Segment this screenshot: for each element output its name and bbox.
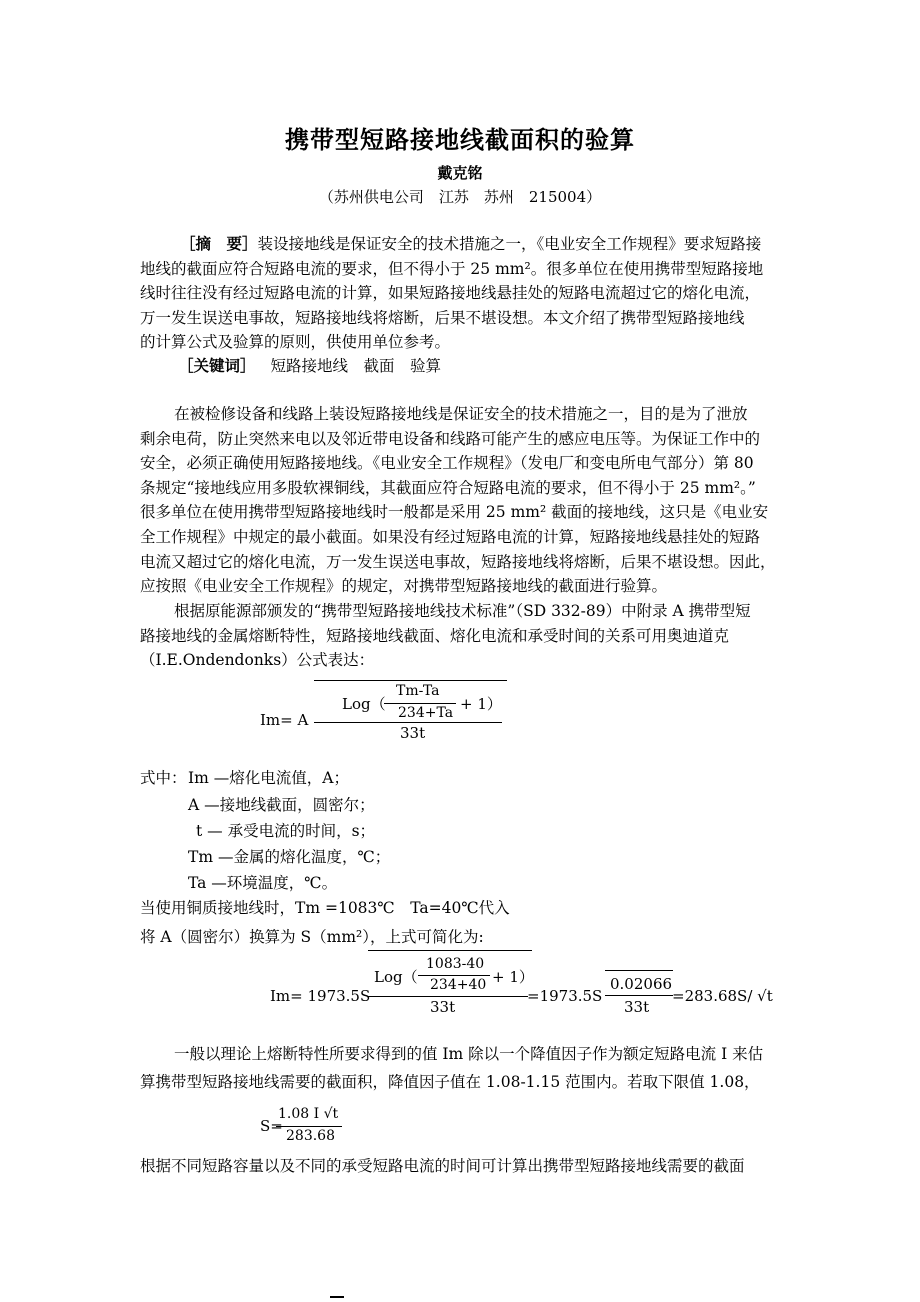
- abstract-line: 地线的截面应符合短路电流的要求，但不得小于 25 mm²。很多单位在使用携带型短路接地: [140, 259, 764, 278]
- definition-item: Im —熔化电流值，A；: [188, 769, 349, 787]
- text-line: 很多单位在使用携带型短路接地线时一般都是采用 25 mm² 截面的接地线，这只是《电业安: [140, 503, 769, 522]
- inner-numerator: 1083-40: [426, 956, 485, 972]
- radical-bar: [314, 680, 507, 681]
- text-line: 条规定“接地线应用多股软裸铜线，其截面应符合短路电流的要求，但不得小于 25 mm²。”: [140, 478, 756, 497]
- convert-line: 将 A（圆密尔）换算为 S（mm²），上式可简化为:: [140, 928, 484, 946]
- page-title: 携带型短路接地线截面积的验算: [285, 125, 635, 154]
- abstract-line: 线时往往没有经过短路电流的计算，如果短路接地线悬挂处的短路电流超过它的熔化电流，: [140, 284, 761, 303]
- fraction-line: [276, 1126, 342, 1127]
- inner-fraction-line: [418, 975, 490, 976]
- log-label: Log（: [374, 968, 418, 986]
- text-line: 电流又超过它的熔化电流，万一发生误送电事故，短路接地线将熔断，后果不堪设想。因此，: [140, 552, 776, 571]
- inner-denominator: 234+Ta: [398, 705, 454, 721]
- author: 戴克铭: [437, 164, 483, 182]
- paragraph-2: [140, 599, 785, 673]
- plus-one: + 1）: [460, 695, 502, 713]
- inner-numerator: Tm-Ta: [396, 683, 440, 699]
- formula-lhs: S=: [260, 1117, 283, 1135]
- formula-result: =283.68S/ √t: [672, 987, 773, 1005]
- inner-denominator: 234+40: [430, 977, 487, 993]
- radical-bar: [368, 950, 532, 951]
- main-denominator: 33t: [400, 724, 426, 742]
- copper-line: 当使用铜质接地线时，Tm =1083℃ Ta=40℃代入: [140, 899, 510, 917]
- text-line: 安全，必须正确使用短路接地线。《电业安全工作规程》（发电厂和变电所电气部分）第 80: [140, 454, 754, 473]
- affiliation: （苏州供电公司 江苏 苏州 215004）: [318, 188, 602, 206]
- formula-lhs: Im= A: [260, 711, 309, 729]
- paragraph-1: [140, 402, 785, 599]
- page-number-dash: [330, 1296, 344, 1298]
- paragraph-3: [140, 1040, 785, 1096]
- keywords: [178, 354, 441, 376]
- plus-one: + 1）: [492, 968, 534, 986]
- definition-item: Tm —金属的熔化温度，℃；: [188, 848, 391, 866]
- definition-item: Ta —环境温度，℃。: [188, 874, 338, 892]
- keywords-text: 短路接地线 截面 验算: [270, 357, 441, 375]
- formula-lhs: Im= 1973.5S: [270, 987, 371, 1005]
- text-line: （I.E.Ondendonks）公式表达：: [140, 651, 375, 670]
- text-line: 根据原能源部颁发的“携带型短路接地线技术标准”（SD 332-89）中附录 A 携带型短: [174, 602, 751, 620]
- radical-bar-2: [605, 970, 673, 971]
- text-line: 路接地线的金属熔断特性，短路接地线截面、熔化电流和承受时间的关系可用奥迪道克: [140, 626, 730, 645]
- text-line: 剩余电荷，防止突然来电以及邻近带电设备和线路可能产生的感应电压等。为保证工作中的: [140, 429, 761, 448]
- fraction-2-numerator: 0.02066: [610, 975, 673, 993]
- definition-item: A —接地线截面，圆密尔；: [188, 796, 375, 814]
- log-label: Log（: [342, 695, 386, 713]
- main-denominator: 33t: [430, 998, 456, 1016]
- numerator: 1.08 I √t: [278, 1106, 339, 1122]
- abstract-label: ［摘 要］: [180, 234, 258, 253]
- inner-fraction-line: [384, 703, 456, 704]
- main-fraction-line: [368, 996, 528, 997]
- abstract-line: 的计算公式及验算的原则，供使用单位参考。: [140, 333, 451, 352]
- text-line: 在被检修设备和线路上装设短路接地线是保证安全的技术措施之一，目的是为了泄放: [174, 405, 748, 423]
- main-fraction-line: [314, 722, 502, 723]
- text-line: 一般以理论上熔断特性所要求得到的值 Im 除以一个降值因子作为额定短路电流 I 来估: [174, 1045, 764, 1063]
- fraction-2-denominator: 33t: [624, 998, 650, 1016]
- text-line: 应按照《电业安全工作规程》的规定，对携带型短路接地线的截面进行验算。: [140, 577, 668, 596]
- definition-item: t — 承受电流的时间，s；: [196, 822, 376, 840]
- keywords-label: ［关键词］: [178, 356, 256, 375]
- abstract: [140, 232, 785, 355]
- denominator: 283.68: [286, 1128, 335, 1144]
- last-line: 根据不同短路容量以及不同的承受短路电流的时间可计算出携带型短路接地线需要的截面: [140, 1157, 745, 1175]
- equals-mid: =1973.5S: [527, 987, 603, 1005]
- text-line: 全工作规程》中规定的最小截面。如果没有经过短路电流的计算，短路接地线悬挂处的短路: [140, 527, 761, 546]
- abstract-line: ［摘 要］装设接地线是保证安全的技术措施之一，《电业安全工作规程》要求短路接: [180, 234, 762, 253]
- abstract-line: 万一发生误送电事故，短路接地线将熔断，后果不堪设想。本文介绍了携带型短路接地线: [140, 308, 745, 327]
- definitions-intro: 式中：: [140, 769, 187, 787]
- text-line: 算携带型短路接地线需要的截面积，降值因子值在 1.08-1.15 范围内。若取下限值 1.08，: [140, 1073, 760, 1091]
- fraction-2-line: [605, 995, 673, 996]
